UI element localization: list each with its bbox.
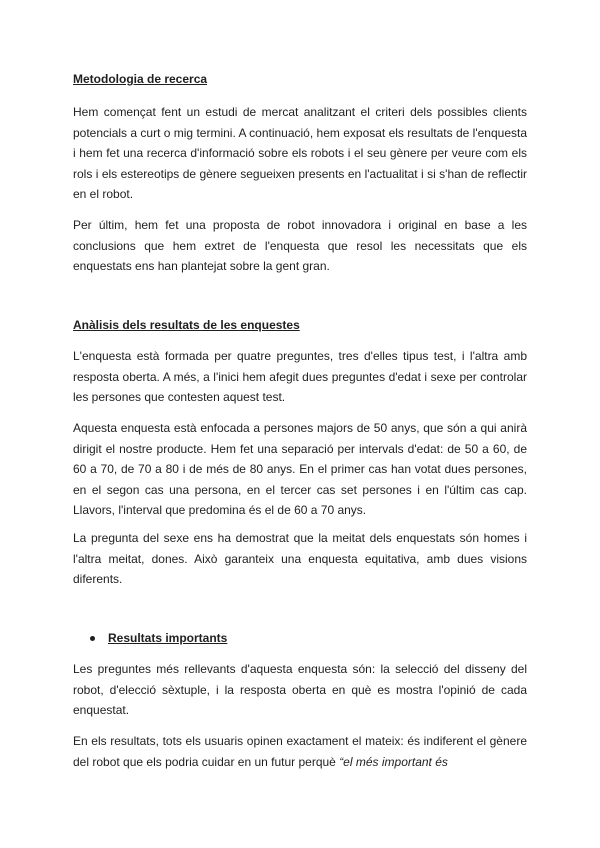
paragraph-analisis-2: Aquesta enquesta està enfocada a persones majors de 50 anys, que són a qui anirà dirigit el nostre producte. Hem fet una separació per intervals d'edat: de 50 a 60, de 60 a 70, de 70 a 80 i de més de 80 anys. En el primer cas han votat dues persones, en el segon cas una persona, en el tercer cas set persones i en l'últim cas cap. Llavors, l'interval que predomina és el de 60 a 70 anys.	[73, 421, 527, 518]
quote-text: “el més important és	[339, 754, 448, 769]
paragraph-resultats-1: Les preguntes més rellevants d'aquesta enquesta són: la selecció del disseny del robot, d'elecció sèxtuple, i la resposta oberta en què es mostra l'opinió de cada enquestat.	[73, 662, 527, 718]
section-heading-analisis: Anàlisis dels resultats de les enquestes	[73, 318, 300, 332]
bullet-dot-icon	[90, 636, 95, 641]
section-heading-metodologia: Metodologia de recerca	[73, 72, 208, 86]
bullet-item-resultats	[90, 631, 227, 645]
paragraph-analisis-1: L'enquesta està formada per quatre preguntes, tres d'elles tipus test, i l'altra amb resposta oberta. A més, a l'inici hem afegit dues preguntes d'edat i sexe per controlar les persones que contesten aquest test.	[73, 349, 527, 405]
paragraph-analisis-3: La pregunta del sexe ens ha demostrat que la meitat dels enquestats són homes i l'altra meitat, dones. Això garanteix una enquesta equitativa, amb dues visions diferents.	[73, 531, 527, 587]
paragraph-metodologia-2: Per últim, hem fet una proposta de robot innovadora i original en base a les conclusions que hem extret de l'enquesta que resol les necessitats que els enquestats ens han plantejat sobre la gent gran.	[73, 218, 527, 274]
bullet-label: Resultats importants	[108, 631, 228, 645]
paragraph-resultats-2-text: En els resultats, tots els usuaris opinen exactament el mateix: és indiferent el gènere del robot que els podria cuidar en un futur perquè	[73, 734, 527, 769]
paragraph-resultats-2	[73, 731, 527, 772]
paragraph-metodologia-1: Hem començat fent un estudi de mercat analitzant el criteri dels possibles clients potencials a curt o mig termini. A continuació, hem exposat els resultats de l'enquesta i hem fet una recerca d'informació sobre els robots i el seu gènere per veure com els rols i els estereotips de gènere segueixen presents en l'actualitat i si s'han de reflectir en el robot.	[73, 105, 527, 202]
